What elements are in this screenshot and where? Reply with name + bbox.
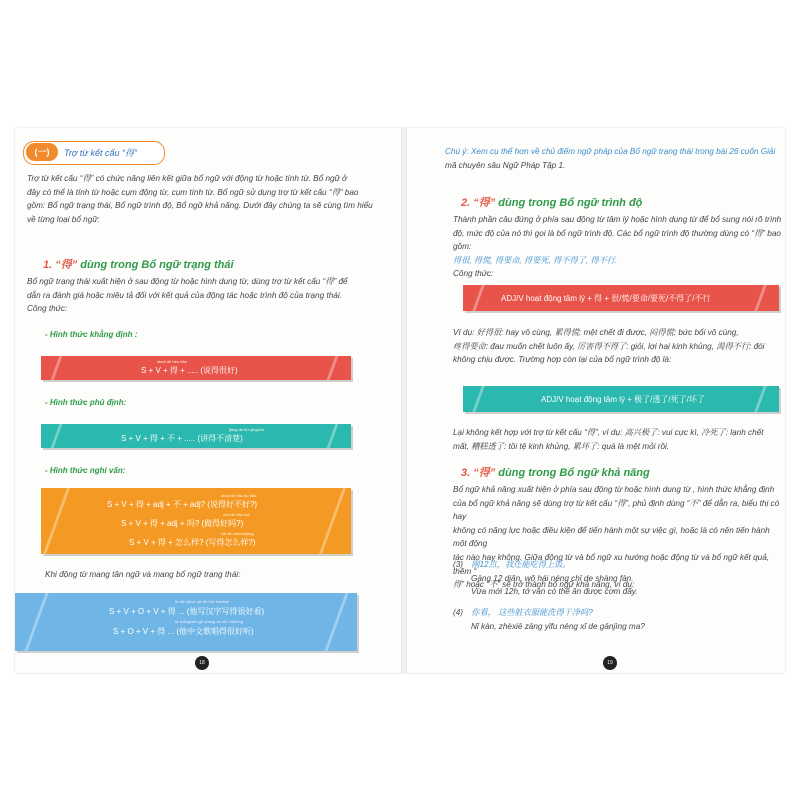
question-pinyin: xiě de zěnmeyàng (221, 531, 254, 536)
object-pinyin: tā zhōngwén gē chàng de hěn hǎotīng (175, 619, 244, 624)
example-chinese: 刚12点，我还能吃得上饭。 (471, 560, 571, 569)
section-badge-title: Trợ từ kết cấu “得” (64, 148, 137, 158)
question-formula: S + V + 得 + 怎么样? (写得怎么样?) (129, 538, 256, 547)
question-formula-box (41, 488, 351, 554)
heading-2 (461, 194, 642, 210)
example-line: Ví dụ: 好得很: hay vô cùng, 累得慌: mệt chết đi được, 闷得慌: bức bối vô cùng, (453, 328, 739, 337)
intro-line: Trợ từ kết cấu “得” có chức năng liên kết giữa bổ ngữ với động từ hoặc tính từ. Bổ ngữ ở (27, 174, 347, 183)
object-formula-box (15, 593, 357, 651)
paragraph-line: dẫn ra đánh giá hoặc miêu tả đối với kết quả của động tác hoặc trình độ của trạng thái. (27, 290, 342, 300)
example-number: (3) (453, 560, 464, 569)
question-formula: S + V + 得 + adj + 吗? (做得好吗?) (121, 519, 244, 528)
negative-formula-box (41, 424, 351, 448)
heading-1 (43, 256, 234, 272)
example-4 (453, 606, 783, 633)
paragraph-line: 得很, 得慌, 得要命, 得要死, 得不得了, 得不行. (453, 255, 618, 265)
intro-line: đây có thể là tính từ hoặc cụm động từ, cụm tính từ. Bổ ngữ sử dụng trợ từ kết cấu “得” bao (27, 187, 359, 197)
question-formula: S + V + 得 + adj + 不 + adj? (说得好不好?) (107, 500, 258, 509)
heading-3 (461, 464, 650, 480)
question-pinyin: zuò de hǎo ma (223, 512, 250, 517)
section-badge (23, 141, 165, 165)
example-chinese: 你看， 这些脏衣服能洗得干净吗? (471, 608, 593, 617)
formula-label: Công thức: (453, 269, 494, 279)
question-pinyin: shuō de hǎo bu hǎo (221, 493, 257, 498)
example-number: (4) (453, 608, 464, 617)
question-label: - Hình thức nghi vấn: (45, 466, 126, 475)
affirmative-formula-box (41, 356, 351, 380)
right-page-number: 19 (603, 656, 617, 670)
degree-formula-2-box (463, 386, 779, 412)
object-intro: Khi động từ mang tân ngữ và mang bổ ngữ trạng thái: (45, 570, 241, 579)
examples-paragraph (453, 326, 783, 367)
paragraph-line: mất, 糟糕透了: tồi tệ kinh khủng, 累坏了: quá là mệt mỏi rồi. (453, 441, 670, 451)
paragraph-line: Lại không kết hợp với trợ từ kết cấu “得”, ví dụ: 高兴极了: vui cực kì, 冷死了: lạnh chết (453, 428, 764, 437)
heading-1-number: 1. “得” (43, 259, 78, 271)
degree-formula-box (463, 285, 779, 311)
heading-2-text: dùng trong Bổ ngữ trình độ (498, 197, 643, 209)
right-page (407, 128, 785, 673)
intro-paragraph (27, 172, 397, 226)
intro-line: về từng loại bổ ngữ: (27, 214, 100, 224)
book-spread (15, 128, 785, 673)
paragraph-3 (453, 426, 783, 453)
paragraph-line: Bổ ngữ trạng thái xuất hiện ở sau động từ hoặc hình dung từ, dùng trợ từ kết cấu “得” để (27, 277, 348, 286)
paragraph-line: của bổ ngữ khả năng sẽ dùng trợ từ kết cấu “得”, phủ định dùng “不” để dẫn ra, biểu thị có hay (453, 498, 780, 522)
paragraph-line: Bổ ngữ khả năng xuất hiện ở phía sau động từ hoặc hình dung từ , hình thức khẳng định (453, 485, 775, 494)
section-badge-number: (一) (26, 143, 58, 161)
paragraph-line: Thành phần câu đứng ở phía sau động từ tâm lý hoặc hình dung từ để bổ sung nói rõ trình (453, 215, 782, 224)
heading-1-text: dùng trong Bổ ngữ trạng thái (80, 259, 234, 271)
affirmative-label: - Hình thức khẳng định : (45, 330, 138, 339)
example-line: không chịu được. Trường hợp còn lại của bổ ngữ trình độ là: (453, 355, 672, 365)
degree-formula: ADJ/V hoạt động tâm lý + 得 + 很/慌/要命/要死/不得了/不行 (501, 294, 711, 303)
heading-3-number: 3. “得” (461, 467, 496, 479)
paragraph-line: độ, mức độ của nó thì gọi là bổ ngữ trình độ. Các bổ ngữ trình độ thường dùng có “得” bao gồm: (453, 228, 781, 252)
example-pinyin: Nǐ kàn, zhèxiē zāng yīfu néng xǐ de gānjìng ma? (471, 621, 645, 631)
affirmative-pinyin: shuō de hěn hǎo (157, 359, 187, 364)
example-pinyin: Gāng 12 diǎn, wǒ hái néng chī de shàng fàn. (471, 573, 634, 583)
degree-formula-2: ADJ/V hoạt động tâm lý + 极了/透了/死了/坏了 (541, 395, 705, 404)
note-paragraph (445, 145, 785, 172)
formula-label: Công thức: (27, 304, 68, 314)
example-translation: Vừa mới 12h, tớ vẫn có thể ăn được cơm đấy. (471, 587, 638, 597)
note-line: Chú ý: Xem cụ thể hơn về chủ điểm ngữ pháp của Bổ ngữ trạng thái trong bài 26 cuốn Giải (445, 147, 776, 156)
negative-pinyin: jiǎng de bù qīngchu (229, 427, 264, 432)
object-formula: S + V + O + V + 得 ... (他写汉字写得很好看) (109, 607, 265, 616)
negative-formula: S + V + 得 + 不 + ..... (讲得不清楚) (121, 434, 243, 443)
paragraph-line: không có năng lực hoặc điều kiện để tiến hành một sự việc gì, hoặc là có nên tiến hành một động (453, 525, 770, 549)
heading-3-text: dùng trong Bổ ngữ khả năng (498, 467, 650, 479)
example-3 (453, 558, 783, 599)
object-pinyin: tā xiě hànzì xiě de hěn hǎokàn (175, 599, 230, 604)
left-page-number: 18 (195, 656, 209, 670)
heading-2-number: 2. “得” (461, 197, 496, 209)
paragraph-line: tác nào hay không. Giữa động từ và bổ ngữ xu hướng hoặc động từ và bổ ngữ kết quả, thêm “ (453, 552, 770, 576)
affirmative-formula: S + V + 得 + ..... (说得很好) (141, 366, 238, 375)
left-page (15, 128, 401, 673)
paragraph-2 (453, 213, 783, 281)
intro-line: gồm: Bổ ngữ trạng thái, Bổ ngữ trình độ, Bổ ngữ khả năng. Dưới đây chúng ta sẽ cùng tìm hiểu (27, 201, 373, 211)
example-line: 疼得要命: đau muốn chết luôn ấy, 厉害得不得了: giỏi, lợi hại kinh khủng, 渴得不行: đói (453, 341, 765, 351)
paragraph-line: 得” hoặc “不” sẽ trở thành bổ ngữ khả năng, ví dụ: (453, 580, 635, 590)
paragraph-1 (27, 275, 397, 316)
note-line: mã chuyên sâu Ngữ Pháp Tập 1. (445, 160, 566, 170)
object-formula: S + O + V + 得 ... (他中文歌唱得很好听) (113, 627, 254, 636)
negative-label: - Hình thức phủ định: (45, 398, 127, 407)
